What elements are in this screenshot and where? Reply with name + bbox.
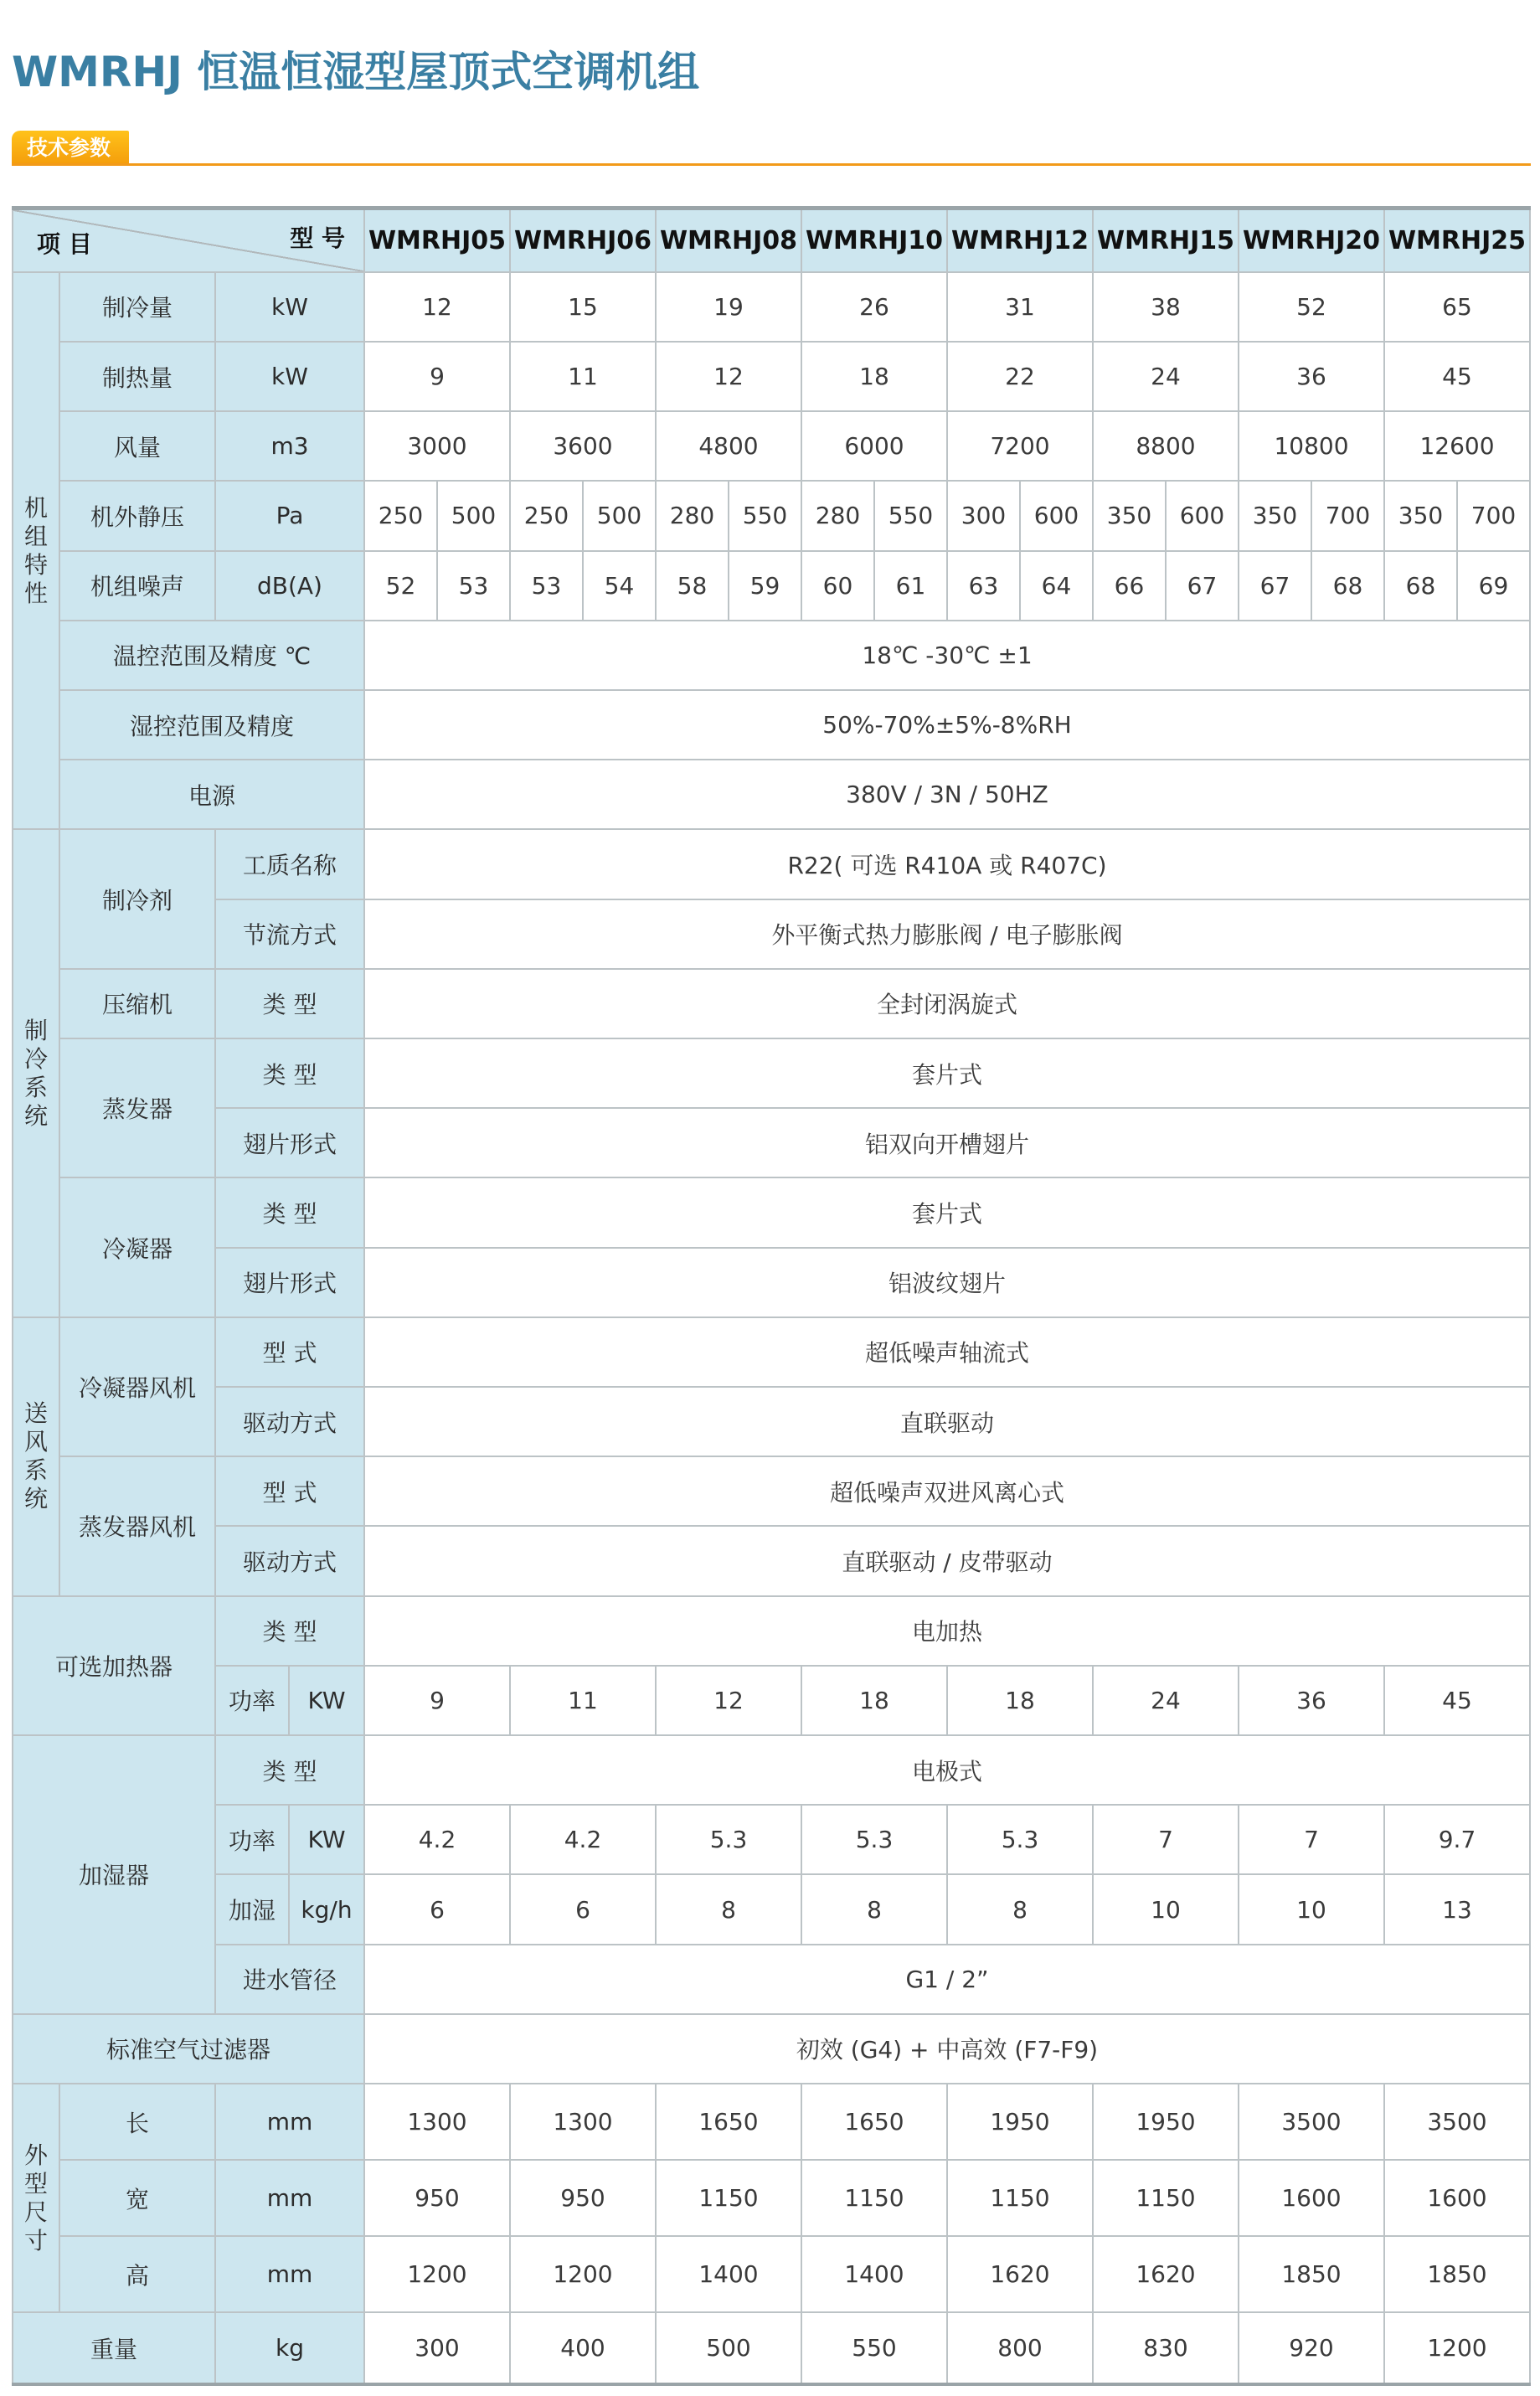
table-row [13, 1108, 1530, 1177]
value-cell: 66 [1093, 551, 1166, 621]
model-header: WMRHJ15 [1093, 209, 1239, 272]
value-cell: 1150 [801, 2160, 947, 2236]
value-cell: 64 [1020, 551, 1093, 621]
value-cell: 950 [510, 2160, 656, 2236]
value-cell: 9.7 [1384, 1805, 1530, 1874]
value-cell: 10 [1093, 1874, 1239, 1944]
row-label: 重量 [13, 2312, 215, 2384]
value-cell: 700 [1457, 481, 1530, 550]
value-cell: 6000 [801, 411, 947, 481]
value-cell: 50%-70%±5%-8%RH [364, 690, 1530, 760]
value-cell: 53 [510, 551, 583, 621]
table-row [13, 1387, 1530, 1456]
sub-label: 型 式 [215, 1456, 364, 1526]
sub-label: 驱动方式 [215, 1526, 364, 1595]
value-cell: 18℃ -30℃ ±1 [364, 621, 1530, 690]
row-label: 制热量 [59, 342, 215, 411]
table-row [13, 1805, 1530, 1874]
row-label: 制冷剂 [59, 829, 215, 968]
sub-label: 功率 [215, 1666, 289, 1735]
sub-label: 工质名称 [215, 829, 364, 899]
value-cell: 11 [510, 1666, 656, 1735]
value-cell: 67 [1239, 551, 1311, 621]
table-row [13, 1248, 1530, 1317]
group-label: 送 风 系 统 [13, 1317, 59, 1596]
value-cell: 1150 [656, 2160, 801, 2236]
row-label: 加湿器 [13, 1735, 215, 2014]
section-badge: 技术参数 [12, 131, 129, 166]
table-row [13, 2084, 1530, 2160]
value-cell: 1850 [1384, 2236, 1530, 2312]
row-label: 蒸发器风机 [59, 1456, 215, 1595]
value-cell: 68 [1311, 551, 1384, 621]
value-cell: 550 [801, 2312, 947, 2384]
value-cell: 电极式 [364, 1735, 1530, 1805]
value-cell: 1600 [1239, 2160, 1384, 2236]
table-row [13, 551, 1530, 621]
value-cell: 1150 [947, 2160, 1093, 2236]
row-label: 压缩机 [59, 969, 215, 1038]
value-cell: 9 [364, 1666, 510, 1735]
row-label: 冷凝器风机 [59, 1317, 215, 1456]
table-row [13, 1526, 1530, 1595]
corner-model-label: 型 号 [290, 224, 345, 252]
value-cell: 350 [1239, 481, 1311, 550]
value-cell: 600 [1166, 481, 1239, 550]
value-cell: 1200 [364, 2236, 510, 2312]
value-cell: 22 [947, 342, 1093, 411]
row-label: 湿控范围及精度 [59, 690, 364, 760]
value-cell: 38 [1093, 272, 1239, 342]
value-cell: 1150 [1093, 2160, 1239, 2236]
sub-label: 进水管径 [215, 1945, 364, 2014]
sub-label: 型 式 [215, 1317, 364, 1387]
value-cell: 54 [583, 551, 656, 621]
value-cell: 1950 [1093, 2084, 1239, 2160]
value-cell: 250 [510, 481, 583, 550]
value-cell: 65 [1384, 272, 1530, 342]
table-row [13, 2236, 1530, 2312]
value-cell: 8 [656, 1874, 801, 1944]
table-row [13, 1456, 1530, 1526]
row-label: 电源 [59, 760, 364, 829]
value-cell: 1950 [947, 2084, 1093, 2160]
value-cell: 500 [583, 481, 656, 550]
sub-label: 类 型 [215, 969, 364, 1038]
value-cell: 1300 [364, 2084, 510, 2160]
sub-label: 加湿 [215, 1874, 289, 1944]
value-cell: 10 [1239, 1874, 1384, 1944]
row-label: 宽 [59, 2160, 215, 2236]
group-label: 外 型 尺 寸 [13, 2084, 59, 2312]
value-cell: 5.3 [947, 1805, 1093, 1874]
row-label: 高 [59, 2236, 215, 2312]
table-row [13, 342, 1530, 411]
spec-table [12, 206, 1531, 2386]
row-unit: KW [289, 1666, 364, 1735]
value-cell: 53 [437, 551, 510, 621]
value-cell: 58 [656, 551, 729, 621]
value-cell: 9 [364, 342, 510, 411]
value-cell: 45 [1384, 1666, 1530, 1735]
table-row [13, 760, 1530, 829]
value-cell: 600 [1020, 481, 1093, 550]
value-cell: 全封闭涡旋式 [364, 969, 1530, 1038]
row-unit: dB(A) [215, 551, 364, 621]
value-cell: 300 [947, 481, 1020, 550]
value-cell: 4.2 [364, 1805, 510, 1874]
row-unit: kW [215, 272, 364, 342]
value-cell: 700 [1311, 481, 1384, 550]
value-cell: 800 [947, 2312, 1093, 2384]
row-unit: m3 [215, 411, 364, 481]
sub-label: 翅片形式 [215, 1248, 364, 1317]
model-header: WMRHJ06 [510, 209, 656, 272]
value-cell: 950 [364, 2160, 510, 2236]
value-cell: 550 [874, 481, 947, 550]
value-cell: 920 [1239, 2312, 1384, 2384]
value-cell: 12 [656, 1666, 801, 1735]
value-cell: 24 [1093, 1666, 1239, 1735]
value-cell: 550 [729, 481, 801, 550]
value-cell: 8 [947, 1874, 1093, 1944]
value-cell: 12600 [1384, 411, 1530, 481]
table-row [13, 2160, 1530, 2236]
value-cell: 6 [364, 1874, 510, 1944]
value-cell: 1400 [801, 2236, 947, 2312]
table-row [13, 1735, 1530, 1805]
value-cell: 18 [801, 342, 947, 411]
value-cell: 1200 [1384, 2312, 1530, 2384]
row-label: 蒸发器 [59, 1038, 215, 1177]
value-cell: 45 [1384, 342, 1530, 411]
value-cell: 1600 [1384, 2160, 1530, 2236]
model-header: WMRHJ08 [656, 209, 801, 272]
row-label: 制冷量 [59, 272, 215, 342]
value-cell: 4.2 [510, 1805, 656, 1874]
value-cell: 1620 [1093, 2236, 1239, 2312]
value-cell: 61 [874, 551, 947, 621]
value-cell: 13 [1384, 1874, 1530, 1944]
value-cell: 12 [656, 342, 801, 411]
sub-label: 驱动方式 [215, 1387, 364, 1456]
table-row [13, 621, 1530, 690]
value-cell: 830 [1093, 2312, 1239, 2384]
model-header: WMRHJ25 [1384, 209, 1530, 272]
value-cell: 68 [1384, 551, 1457, 621]
value-cell: 7 [1093, 1805, 1239, 1874]
value-cell: 铝波纹翅片 [364, 1248, 1530, 1317]
table-row [13, 2312, 1530, 2384]
table-row [13, 690, 1530, 760]
value-cell: 3000 [364, 411, 510, 481]
value-cell: 69 [1457, 551, 1530, 621]
value-cell: 18 [947, 1666, 1093, 1735]
row-unit: mm [215, 2236, 364, 2312]
row-unit: mm [215, 2084, 364, 2160]
value-cell: 500 [437, 481, 510, 550]
value-cell: 280 [801, 481, 874, 550]
table-row [13, 272, 1530, 342]
table-row [13, 481, 1530, 550]
value-cell: R22( 可选 R410A 或 R407C) [364, 829, 1530, 899]
model-header: WMRHJ20 [1239, 209, 1384, 272]
sub-label: 类 型 [215, 1735, 364, 1805]
value-cell: 350 [1093, 481, 1166, 550]
row-label: 长 [59, 2084, 215, 2160]
value-cell: 套片式 [364, 1038, 1530, 1108]
value-cell: 36 [1239, 1666, 1384, 1735]
sub-label: 类 型 [215, 1177, 364, 1247]
value-cell: 500 [656, 2312, 801, 2384]
table-row [13, 1874, 1530, 1944]
page-title: WMRHJ 恒温恒湿型屋顶式空调机组 [12, 48, 700, 96]
row-unit: kW [215, 342, 364, 411]
row-unit: Pa [215, 481, 364, 550]
value-cell: 19 [656, 272, 801, 342]
value-cell: 1200 [510, 2236, 656, 2312]
value-cell: 63 [947, 551, 1020, 621]
value-cell: 7200 [947, 411, 1093, 481]
sub-label: 类 型 [215, 1038, 364, 1108]
value-cell: 67 [1166, 551, 1239, 621]
value-cell: 外平衡式热力膨胀阀 / 电子膨胀阀 [364, 899, 1530, 969]
value-cell: 3500 [1384, 2084, 1530, 2160]
value-cell: 280 [656, 481, 729, 550]
value-cell: 1620 [947, 2236, 1093, 2312]
row-unit: KW [289, 1805, 364, 1874]
value-cell: 套片式 [364, 1177, 1530, 1247]
value-cell: 3600 [510, 411, 656, 481]
value-cell: 31 [947, 272, 1093, 342]
sub-label: 节流方式 [215, 899, 364, 969]
value-cell: 18 [801, 1666, 947, 1735]
model-header: WMRHJ12 [947, 209, 1093, 272]
model-header: WMRHJ10 [801, 209, 947, 272]
value-cell: 4800 [656, 411, 801, 481]
value-cell: 1400 [656, 2236, 801, 2312]
value-cell: 5.3 [801, 1805, 947, 1874]
header-row [13, 209, 1530, 272]
header-corner [13, 209, 364, 272]
value-cell: 1850 [1239, 2236, 1384, 2312]
row-unit: mm [215, 2160, 364, 2236]
value-cell: 52 [364, 551, 437, 621]
row-label: 机组噪声 [59, 551, 215, 621]
value-cell: 26 [801, 272, 947, 342]
value-cell: 直联驱动 [364, 1387, 1530, 1456]
table-row [13, 1596, 1530, 1666]
model-header: WMRHJ05 [364, 209, 510, 272]
row-label: 冷凝器 [59, 1177, 215, 1317]
table-row [13, 411, 1530, 481]
row-unit: kg/h [289, 1874, 364, 1944]
value-cell: 铝双向开槽翅片 [364, 1108, 1530, 1177]
sub-label: 功率 [215, 1805, 289, 1874]
value-cell: 5.3 [656, 1805, 801, 1874]
value-cell: 3500 [1239, 2084, 1384, 2160]
value-cell: 电加热 [364, 1596, 1530, 1666]
value-cell: 1650 [656, 2084, 801, 2160]
value-cell: 超低噪声双进风离心式 [364, 1456, 1530, 1526]
value-cell: 11 [510, 342, 656, 411]
value-cell: 52 [1239, 272, 1384, 342]
value-cell: G1 / 2” [364, 1945, 1530, 2014]
value-cell: 1650 [801, 2084, 947, 2160]
value-cell: 8 [801, 1874, 947, 1944]
value-cell: 15 [510, 272, 656, 342]
group-label: 制 冷 系 统 [13, 829, 59, 1317]
group-label: 机 组 特 性 [13, 272, 59, 830]
value-cell: 380V / 3N / 50HZ [364, 760, 1530, 829]
row-unit: kg [215, 2312, 364, 2384]
value-cell: 6 [510, 1874, 656, 1944]
value-cell: 24 [1093, 342, 1239, 411]
value-cell: 8800 [1093, 411, 1239, 481]
table-row [13, 969, 1530, 1038]
row-label: 机外静压 [59, 481, 215, 550]
sub-label: 类 型 [215, 1596, 364, 1666]
value-cell: 直联驱动 / 皮带驱动 [364, 1526, 1530, 1595]
value-cell: 超低噪声轴流式 [364, 1317, 1530, 1387]
value-cell: 300 [364, 2312, 510, 2384]
table-row [13, 899, 1530, 969]
value-cell: 60 [801, 551, 874, 621]
value-cell: 7 [1239, 1805, 1384, 1874]
corner-item-label: 项 目 [37, 229, 92, 258]
value-cell: 400 [510, 2312, 656, 2384]
table-row [13, 1666, 1530, 1735]
value-cell: 250 [364, 481, 437, 550]
value-cell: 36 [1239, 342, 1384, 411]
table-row [13, 829, 1530, 899]
sub-label: 翅片形式 [215, 1108, 364, 1177]
table-row [13, 2014, 1530, 2084]
table-row [13, 1945, 1530, 2014]
table-row [13, 1177, 1530, 1247]
row-label: 风量 [59, 411, 215, 481]
value-cell: 12 [364, 272, 510, 342]
value-cell: 350 [1384, 481, 1457, 550]
value-cell: 初效 (G4) + 中高效 (F7-F9) [364, 2014, 1530, 2084]
value-cell: 1300 [510, 2084, 656, 2160]
row-label: 温控范围及精度 ℃ [59, 621, 364, 690]
section-divider [12, 163, 1531, 166]
value-cell: 10800 [1239, 411, 1384, 481]
row-label: 标准空气过滤器 [13, 2014, 364, 2084]
table-row [13, 1317, 1530, 1387]
table-row [13, 1038, 1530, 1108]
value-cell: 59 [729, 551, 801, 621]
row-label: 可选加热器 [13, 1596, 215, 1735]
